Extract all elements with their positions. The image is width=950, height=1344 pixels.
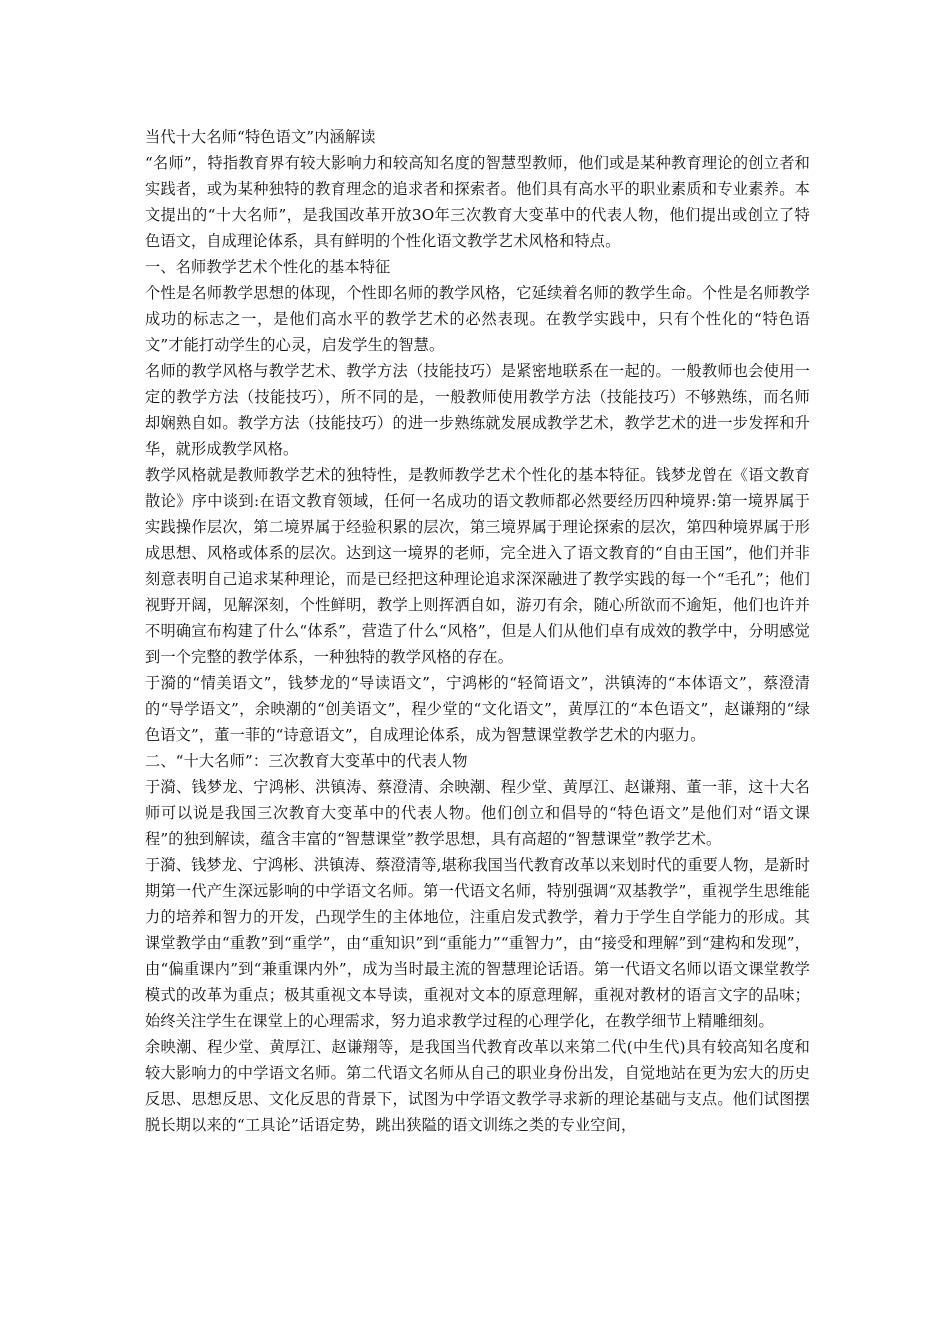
paragraph: 个性是名师教学思想的体现，个性即名师的教学风格，它延续着名师的教学生命。个性是名师教学成功的标志之一，是他们高水平的教学艺术的必然表现。在教学实践中，只有个性化的“特色语文”才能打动学生的心灵，启发学生的智慧。 [145, 284, 810, 354]
paragraph: 余映潮、程少堂、黄厚江、赵谦翔等，是我国当代教育改革以来第二代(中生代)具有较高知名度和较大影响力的中学语文名师。第二代语文名师从自己的职业身份出发，自觉地站在更为宏大的历史反思、思想反思、文化反思的背景下，试图为中学语文教学寻求新的理论基础与支点。他们试图摆脱长期以来的“工具论”话语定势，跳出狭隘的语文训练之类的专业空间， [145, 1038, 810, 1134]
document-title: 当代十大名师“特色语文”内涵解读 [145, 128, 376, 146]
paragraph-intro: “名师”，特指教育界有较大影响力和较高知名度的智慧型教师，他们或是某种教育理论的创立者和实践者，或为某种独特的教育理念的追求者和探索者。他们具有高水平的职业素质和专业素养。本文提出的“十大名师”，是我国改革开放3O年三次教育大变革中的代表人物，他们提出或创立了特色语文，自成理论体系，具有鲜明的个性化语文教学艺术风格和特点。 [145, 154, 810, 250]
paragraph: 于漪、钱梦龙、宁鸿彬、洪镇涛、蔡澄清等,堪称我国当代教育改革以来划时代的重要人物，是新时期第一代产生深远影响的中学语文名师。第一代语文名师，特别强调“双基教学”，重视学生思维能力的培养和智力的开发，凸现学生的主体地位，注重启发式教学，着力于学生自学能力的形成。其课堂教学由“重教”到“重学”，由“重知识”到“重能力”“重智力”，由“接受和理解”到“建构和发现”，由“偏重课内”到“兼重课内外”，成为当时最主流的智慧理论话语。第一代语文名师以语文课堂教学模式的改革为重点；极其重视文本导读，重视对文本的原意理解，重视对教材的语言文字的品味；始终关注学生在课堂上的心理需求，努力追求教学过程的心理学化，在教学细节上精雕细刻。 [145, 856, 810, 1030]
section-heading-2: 二、“十大名师”：三次教育大变革中的代表人物 [145, 752, 468, 770]
document-body [145, 124, 810, 1138]
paragraph: 教学风格就是教师教学艺术的独特性，是教师教学艺术个性化的基本特征。钱梦龙曾在《语文教育散论》序中谈到:在语文教育领域，任何一名成功的语文教师都必然要经历四种境界:第一境界属于实践操作层次，第二境界属于经验积累的层次，第三境界属于理论探索的层次，第四种境界属于形成思想、风格或体系的层次。达到这一境界的老师，完全进入了语文教育的“自由王国”，他们并非刻意表明自己追求某种理论，而是已经把这种理论追求深深融进了教学实践的每一个“毛孔”；他们视野开阔，见解深刻，个性鲜明，教学上则挥洒自如，游刃有余，随心所欲而不逾矩，他们也许并不明确宣布构建了什么“体系”，营造了什么“风格”，但是人们从他们卓有成效的教学中，分明感觉到一个完整的教学体系，一种独特的教学风格的存在。 [145, 466, 810, 666]
paragraph: 于漪、钱梦龙、宁鸿彬、洪镇涛、蔡澄清、余映潮、程少堂、黄厚江、赵谦翔、董一菲，这十大名师可以说是我国三次教育大变革中的代表人物。他们创立和倡导的“特色语文”是他们对“语文课程”的独到解读，蕴含丰富的“智慧课堂”教学思想，具有高超的“智慧课堂”教学艺术。 [145, 778, 810, 848]
paragraph: 名师的教学风格与教学艺术、教学方法（技能技巧）是紧密地联系在一起的。一般教师也会使用一定的教学方法（技能技巧），所不同的是，一般教师使用教学方法（技能技巧）不够熟练，而名师却娴熟自如。教学方法（技能技巧）的进一步熟练就发展成教学艺术，教学艺术的进一步发挥和升华，就形成教学风格。 [145, 362, 810, 458]
section-heading-1: 一、名师教学艺术个性化的基本特征 [145, 258, 391, 276]
paragraph: 于漪的“情美语文”，钱梦龙的“导读语文”，宁鸿彬的“轻简语文”，洪镇涛的“本体语文”，蔡澄清的“导学语文”，余映潮的“创美语文”，程少堂的“文化语文”，黄厚江的“本色语文”，赵谦翔的“绿色语文”，董一菲的“诗意语文”，自成理论体系，成为智慧课堂教学艺术的内驱力。 [145, 674, 810, 744]
